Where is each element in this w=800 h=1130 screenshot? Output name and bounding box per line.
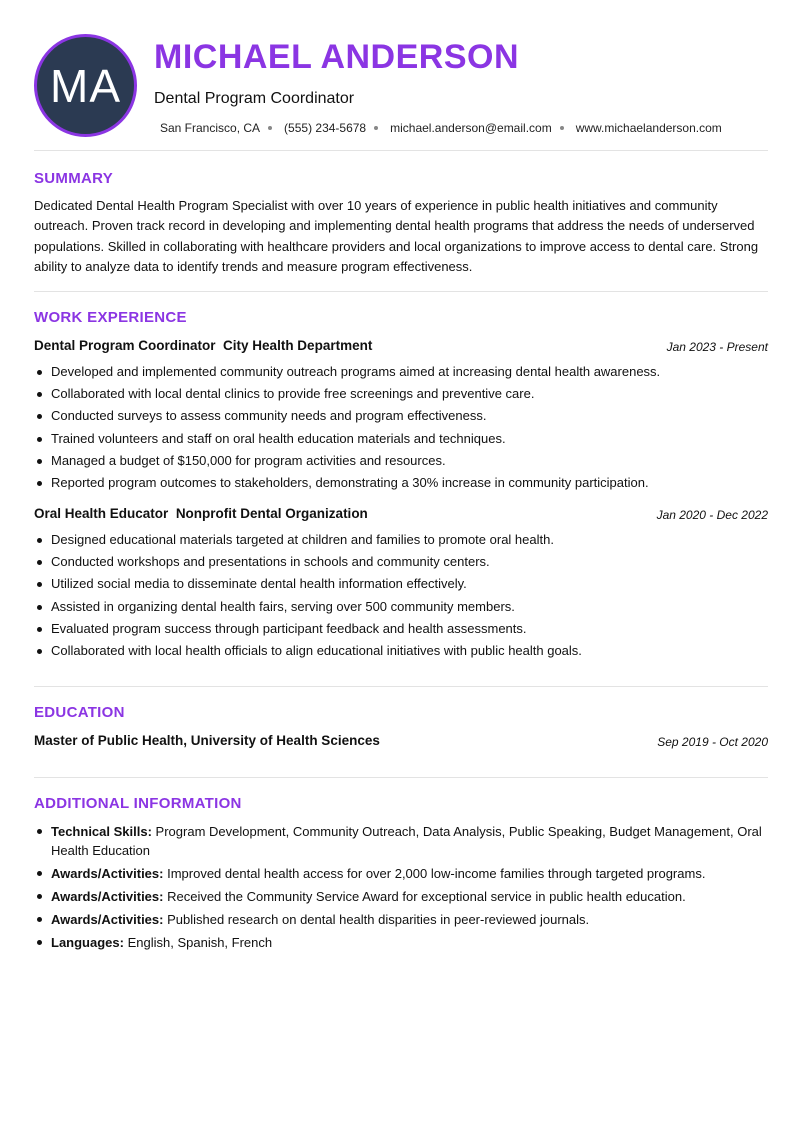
additional-heading: ADDITIONAL INFORMATION <box>34 795 242 812</box>
item-label: Languages: <box>51 935 124 950</box>
list-item <box>34 887 768 906</box>
list-item: Assisted in organizing dental health fairs, serving over 500 community members. <box>34 598 768 620</box>
list-item: Developed and implemented community outreach programs aimed at increasing dental health awareness. <box>34 363 768 385</box>
contact-email[interactable]: michael.anderson@email.com <box>390 121 552 135</box>
job-position: Dental Program Coordinator <box>34 338 216 353</box>
summary-text: Dedicated Dental Health Program Specialist with over 10 years of experience in public health initiatives and community outreach. Proven track record in developing and implementing dental health programs that address the needs of underserved populations. Skilled in collaborating with healthcare providers and local organizations to improve access to dental care. Strong ability to analyze data to identify trends and measure program effectiveness. <box>34 198 759 274</box>
job-header <box>34 506 768 524</box>
list-item <box>34 933 768 952</box>
item-label: Technical Skills: <box>51 824 152 839</box>
contact-phone: (555) 234-5678 <box>284 121 367 135</box>
job-bullets <box>34 531 768 664</box>
item-label: Awards/Activities: <box>51 912 164 927</box>
job-header <box>34 338 768 356</box>
item-label: Awards/Activities: <box>51 889 164 904</box>
separator-dot <box>268 126 272 130</box>
section-divider <box>34 291 768 292</box>
job-company: Nonprofit Dental Organization <box>175 506 368 521</box>
candidate-name: MICHAEL ANDERSON <box>154 38 520 76</box>
additional-list <box>34 822 768 956</box>
list-item <box>34 910 768 929</box>
contact-location: San Francisco, CA <box>160 121 261 135</box>
item-text: Received the Community Service Award for exceptional service in public health education. <box>167 889 686 904</box>
candidate-role: Dental Program Coordinator <box>154 90 355 107</box>
list-item: Conducted surveys to assess community needs and program effectiveness. <box>34 407 768 429</box>
avatar <box>34 34 137 137</box>
contact-website[interactable]: www.michaelanderson.com <box>575 121 722 135</box>
item-text: Improved dental health access for over 2,000 low-income families through targeted programs. <box>167 866 706 881</box>
list-item: Utilized social media to disseminate dental health information effectively. <box>34 575 768 597</box>
list-item: Collaborated with local health officials to align educational initiatives with public health goals. <box>34 642 768 664</box>
section-divider <box>34 150 768 151</box>
experience-heading: WORK EXPERIENCE <box>34 309 187 326</box>
section-divider <box>34 777 768 778</box>
job-company: City Health Department <box>223 338 373 353</box>
item-text: English, Spanish, French <box>127 935 273 950</box>
item-text: Program Development, Community Outreach, Data Analysis, Public Speaking, Budget Management, Oral Health Education <box>51 824 762 858</box>
job-bullets <box>34 363 768 496</box>
job-dates: Jan 2020 - Dec 2022 <box>656 508 768 522</box>
job-dates: Jan 2023 - Present <box>666 340 768 354</box>
education-heading: EDUCATION <box>34 704 125 721</box>
list-item: Designed educational materials targeted at children and families to promote oral health. <box>34 531 768 553</box>
summary-heading: SUMMARY <box>34 170 114 187</box>
section-divider <box>34 686 768 687</box>
list-item: Trained volunteers and staff on oral health education materials and techniques. <box>34 430 768 452</box>
separator-dot <box>374 126 378 130</box>
item-text: Published research on dental health disparities in peer-reviewed journals. <box>167 912 590 927</box>
list-item <box>34 864 768 883</box>
list-item: Reported program outcomes to stakeholders, demonstrating a 30% increase in community participation. <box>34 474 768 496</box>
education-dates: Sep 2019 - Oct 2020 <box>657 735 768 749</box>
item-label: Awards/Activities: <box>51 866 164 881</box>
job-title <box>34 506 368 521</box>
avatar-initials: MA <box>50 59 121 112</box>
list-item: Collaborated with local dental clinics to provide free screenings and preventive care. <box>34 385 768 407</box>
job-title <box>34 338 372 353</box>
list-item: Evaluated program success through participant feedback and health assessments. <box>34 620 768 642</box>
education-entry <box>34 733 768 751</box>
job-position: Oral Health Educator <box>34 506 169 521</box>
resume-header <box>34 34 768 138</box>
education-degree: Master of Public Health, University of Health Sciences <box>34 733 380 748</box>
list-item: Conducted workshops and presentations in schools and community centers. <box>34 553 768 575</box>
separator-dot <box>560 126 564 130</box>
list-item <box>34 822 768 860</box>
contact-line <box>160 121 722 135</box>
list-item: Managed a budget of $150,000 for program activities and resources. <box>34 452 768 474</box>
